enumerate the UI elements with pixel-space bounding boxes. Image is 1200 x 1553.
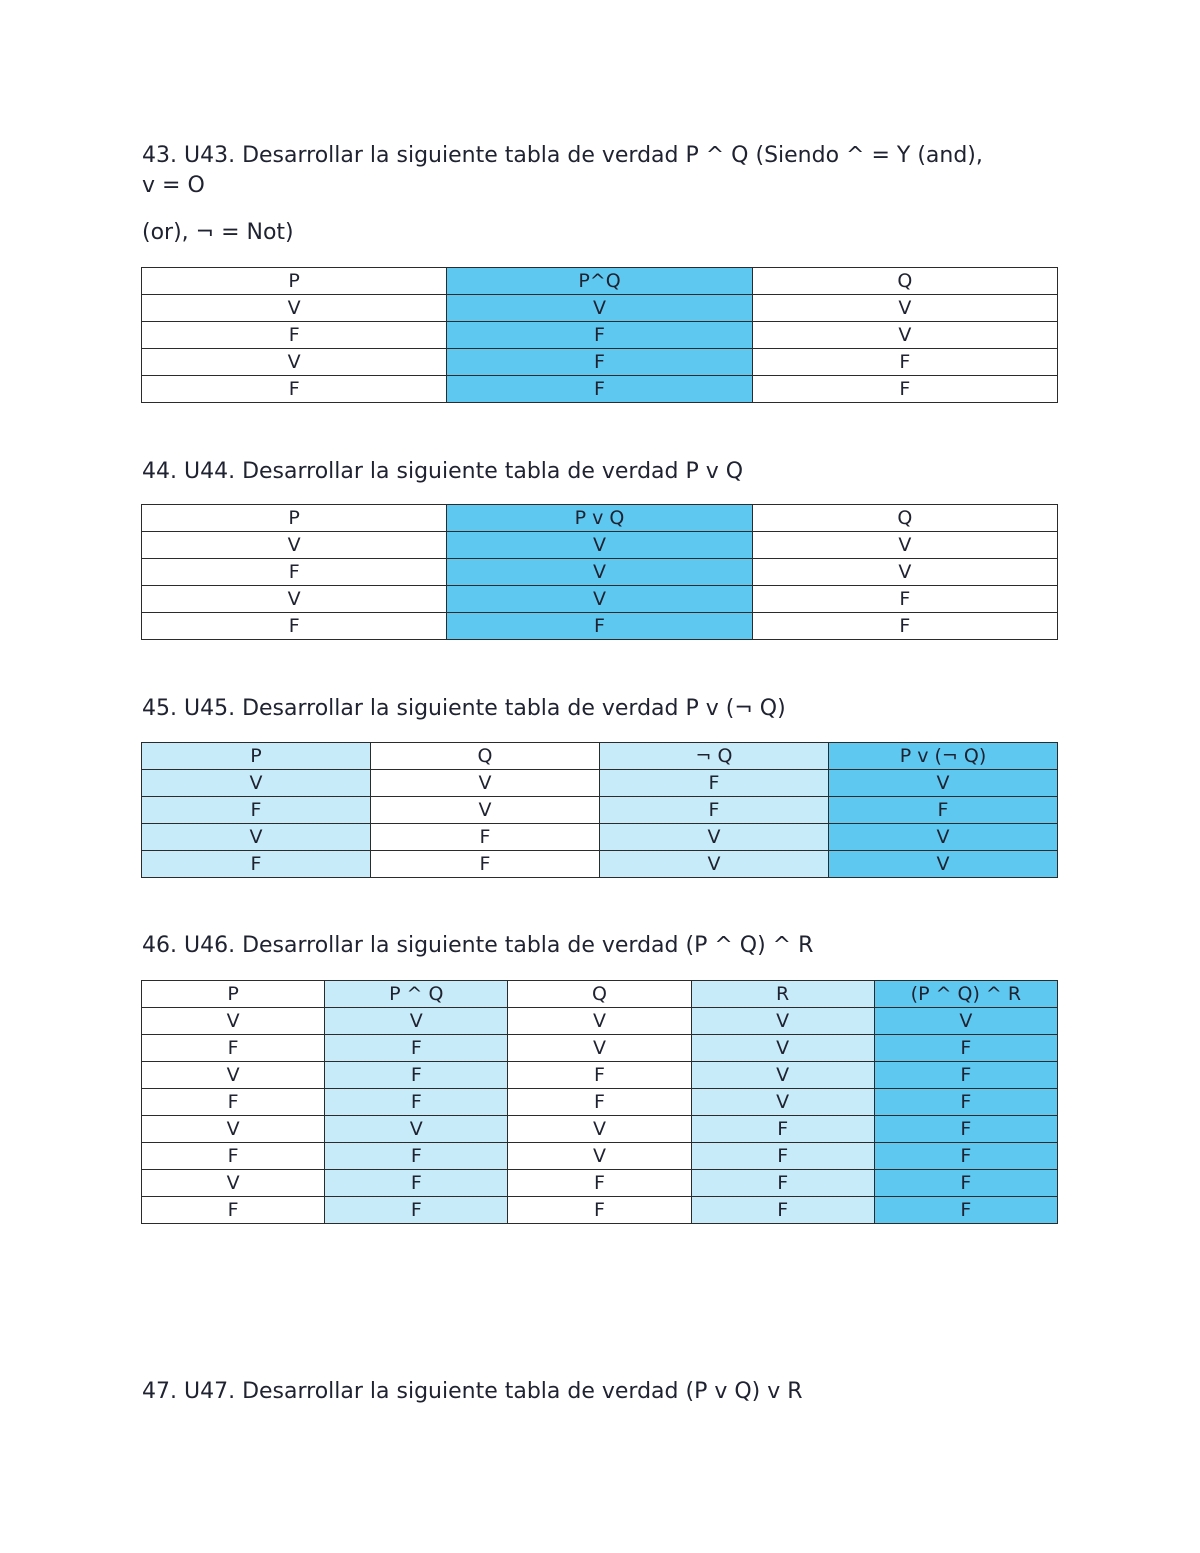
- table-cell: F: [874, 1170, 1057, 1197]
- table-cell: F: [142, 1143, 325, 1170]
- table-cell: F: [508, 1062, 691, 1089]
- table-cell: V: [142, 824, 371, 851]
- q45-title: 45. U45. Desarrollar la siguiente tabla de verdad P v (¬ Q): [142, 696, 786, 721]
- table-cell: V: [829, 770, 1058, 797]
- table-cell: F: [142, 1035, 325, 1062]
- table-cell: F: [874, 1062, 1057, 1089]
- table-cell: F: [508, 1089, 691, 1116]
- q43-title-line1: 43. U43. Desarrollar la siguiente tabla de verdad P ^ Q (Siendo ^ = Y (and),: [142, 143, 983, 168]
- table-cell: V: [691, 1008, 874, 1035]
- table-row: [142, 1170, 1058, 1197]
- table-cell: F: [447, 376, 752, 403]
- table-cell: F: [874, 1116, 1057, 1143]
- table-cell: V: [691, 1062, 874, 1089]
- q46-title: 46. U46. Desarrollar la siguiente tabla de verdad (P ^ Q) ^ R: [142, 933, 814, 958]
- table-cell: V: [371, 797, 600, 824]
- header-cell: P^Q: [447, 268, 752, 295]
- table-cell: V: [829, 851, 1058, 878]
- table-cell: V: [829, 824, 1058, 851]
- table-cell: F: [874, 1035, 1057, 1062]
- table-cell: V: [142, 1116, 325, 1143]
- table-cell: F: [371, 824, 600, 851]
- table-cell: F: [325, 1143, 508, 1170]
- table-row: [142, 851, 1058, 878]
- table-cell: V: [874, 1008, 1057, 1035]
- table-cell: V: [600, 851, 829, 878]
- table-cell: V: [691, 1035, 874, 1062]
- table-cell: F: [691, 1170, 874, 1197]
- table-cell: F: [600, 770, 829, 797]
- q43-truth-table: [141, 267, 1058, 403]
- table-row: [142, 797, 1058, 824]
- table-row: [142, 586, 1058, 613]
- table-cell: F: [691, 1116, 874, 1143]
- header-cell: Q: [371, 743, 600, 770]
- table-cell: V: [142, 1062, 325, 1089]
- table-cell: F: [325, 1062, 508, 1089]
- table-cell: F: [752, 586, 1057, 613]
- table-cell: V: [325, 1116, 508, 1143]
- table-cell: V: [371, 770, 600, 797]
- table-row: [142, 295, 1058, 322]
- table-cell: F: [325, 1170, 508, 1197]
- q47-title: 47. U47. Desarrollar la siguiente tabla de verdad (P v Q) v R: [142, 1379, 803, 1404]
- table-cell: F: [142, 1089, 325, 1116]
- header-cell: P: [142, 268, 447, 295]
- table-cell: F: [752, 376, 1057, 403]
- table-cell: F: [600, 797, 829, 824]
- table-cell: F: [142, 322, 447, 349]
- header-cell: Q: [752, 268, 1057, 295]
- table-cell: V: [752, 322, 1057, 349]
- table-cell: V: [142, 1008, 325, 1035]
- table-row: [142, 532, 1058, 559]
- table-header-row: [142, 505, 1058, 532]
- q46-truth-table: [141, 980, 1058, 1224]
- table-cell: V: [752, 532, 1057, 559]
- table-cell: V: [508, 1143, 691, 1170]
- table-cell: V: [752, 559, 1057, 586]
- header-cell: P v (¬ Q): [829, 743, 1058, 770]
- table-row: [142, 1062, 1058, 1089]
- table-row: [142, 559, 1058, 586]
- table-cell: V: [142, 586, 447, 613]
- table-cell: V: [447, 559, 752, 586]
- table-header-row: [142, 743, 1058, 770]
- table-cell: V: [447, 586, 752, 613]
- q44-truth-table: [141, 504, 1058, 640]
- q44-title: 44. U44. Desarrollar la siguiente tabla de verdad P v Q: [142, 459, 744, 484]
- table-row: [142, 1197, 1058, 1224]
- table-cell: F: [447, 349, 752, 376]
- table-cell: F: [874, 1197, 1057, 1224]
- table-cell: F: [752, 613, 1057, 640]
- table-row: [142, 1008, 1058, 1035]
- table-row: [142, 1143, 1058, 1170]
- table-cell: F: [142, 559, 447, 586]
- table-cell: F: [874, 1143, 1057, 1170]
- table-cell: F: [325, 1035, 508, 1062]
- table-cell: V: [142, 349, 447, 376]
- table-cell: V: [600, 824, 829, 851]
- table-header-row: [142, 268, 1058, 295]
- table-cell: V: [142, 770, 371, 797]
- table-row: [142, 1089, 1058, 1116]
- table-cell: V: [142, 295, 447, 322]
- header-cell: ¬ Q: [600, 743, 829, 770]
- table-cell: F: [447, 322, 752, 349]
- table-cell: F: [142, 797, 371, 824]
- q43-title-line2: v = O: [142, 173, 205, 198]
- table-cell: F: [142, 851, 371, 878]
- table-cell: F: [874, 1089, 1057, 1116]
- table-cell: F: [752, 349, 1057, 376]
- header-cell: (P ^ Q) ^ R: [874, 981, 1057, 1008]
- table-cell: V: [508, 1008, 691, 1035]
- table-cell: V: [508, 1116, 691, 1143]
- table-cell: F: [447, 613, 752, 640]
- table-cell: V: [508, 1035, 691, 1062]
- table-cell: V: [691, 1089, 874, 1116]
- header-cell: R: [691, 981, 874, 1008]
- header-cell: P: [142, 981, 325, 1008]
- table-cell: F: [325, 1089, 508, 1116]
- table-cell: V: [752, 295, 1057, 322]
- table-cell: V: [325, 1008, 508, 1035]
- table-row: [142, 349, 1058, 376]
- table-cell: F: [691, 1143, 874, 1170]
- q43-title-line3: (or), ¬ = Not): [142, 220, 294, 245]
- table-row: [142, 613, 1058, 640]
- table-cell: V: [142, 532, 447, 559]
- q45-truth-table: [141, 742, 1058, 878]
- table-cell: F: [325, 1197, 508, 1224]
- table-cell: F: [829, 797, 1058, 824]
- table-cell: F: [142, 376, 447, 403]
- table-cell: F: [142, 1197, 325, 1224]
- table-header-row: [142, 981, 1058, 1008]
- header-cell: Q: [752, 505, 1057, 532]
- header-cell: P v Q: [447, 505, 752, 532]
- table-cell: F: [371, 851, 600, 878]
- table-cell: F: [508, 1170, 691, 1197]
- table-cell: F: [691, 1197, 874, 1224]
- table-cell: V: [447, 532, 752, 559]
- header-cell: Q: [508, 981, 691, 1008]
- table-cell: V: [447, 295, 752, 322]
- table-cell: F: [508, 1197, 691, 1224]
- header-cell: P: [142, 743, 371, 770]
- header-cell: P: [142, 505, 447, 532]
- table-row: [142, 376, 1058, 403]
- table-row: [142, 824, 1058, 851]
- table-row: [142, 322, 1058, 349]
- table-row: [142, 1035, 1058, 1062]
- table-cell: F: [142, 613, 447, 640]
- header-cell: P ^ Q: [325, 981, 508, 1008]
- table-row: [142, 770, 1058, 797]
- table-cell: V: [142, 1170, 325, 1197]
- table-row: [142, 1116, 1058, 1143]
